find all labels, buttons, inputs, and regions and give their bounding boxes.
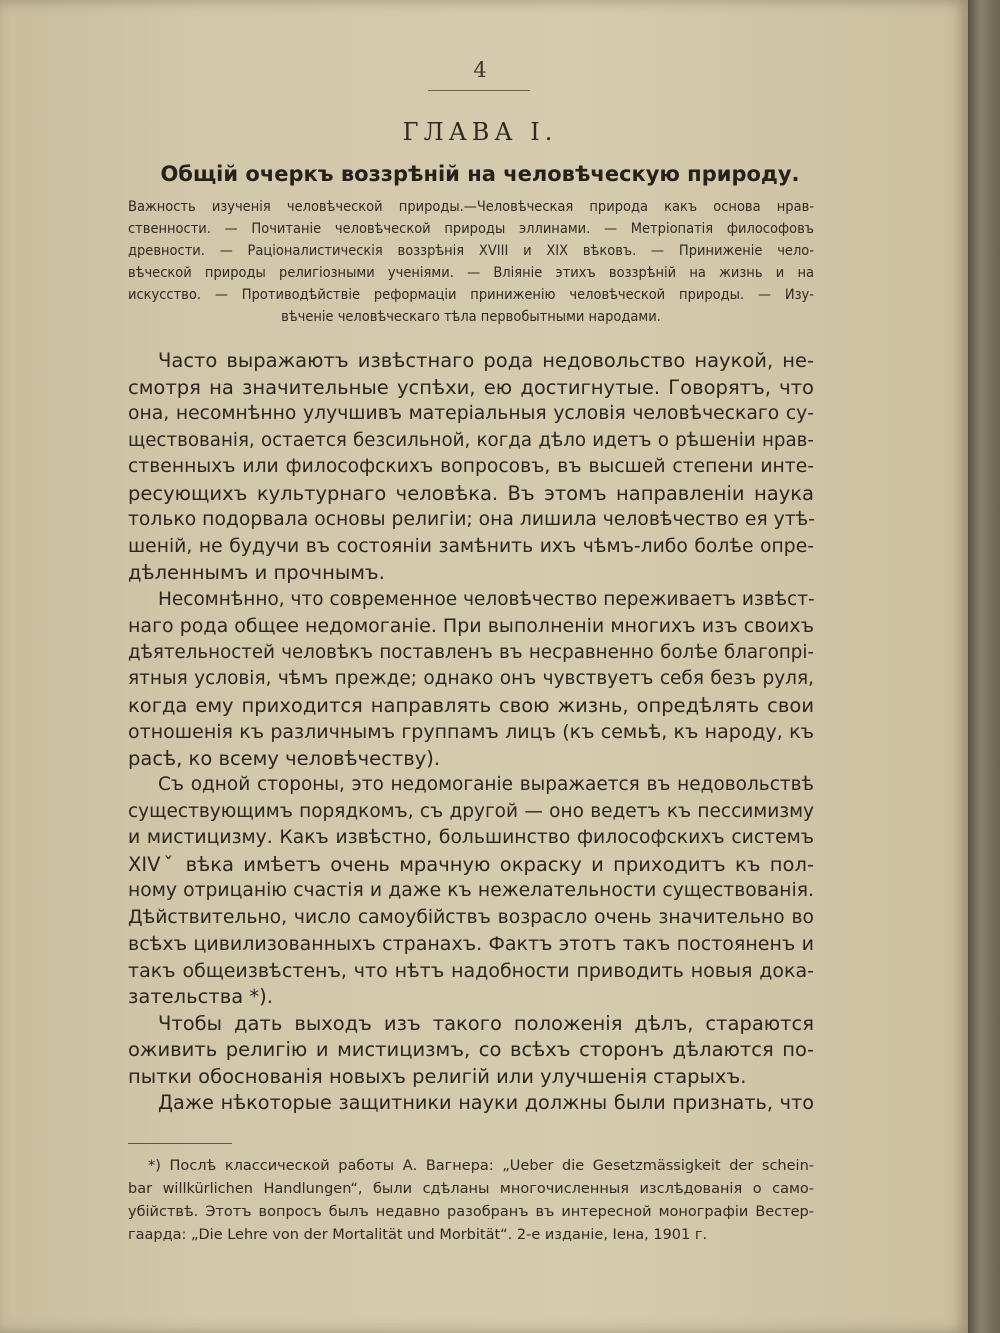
- text-line: существующимъ порядкомъ, съ другой — оно ведетъ къ пессимизму: [128, 800, 814, 822]
- text-line: XIVˇ вѣка имѣетъ очень мрачную окраску и приходитъ къ пол-: [128, 852, 814, 876]
- text-line: зательства *).: [128, 985, 273, 1008]
- text-line: смотря на значительные успѣхи, ею достигнутые. Говорятъ, что: [128, 375, 814, 399]
- text-line: дѣленнымъ и прочнымъ.: [128, 561, 385, 584]
- text-line: пытки обоснованія новыхъ религій или улучшенія старыхъ.: [128, 1064, 747, 1088]
- summary-line: ственности. — Почитаніе человѣческой природы эллинами. — Метріопатія философовъ: [128, 221, 814, 237]
- paragraph-4: [128, 1011, 814, 1091]
- text-line: только подорвала основы религіи; она лишила человѣчество ея утѣ-: [128, 509, 816, 530]
- body-text: [128, 348, 814, 1117]
- summary-line: вѣческой природы религіозными ученіями. — Вліяніе этихъ воззрѣній на жизнь и на: [128, 265, 814, 281]
- paragraph-3: [128, 772, 814, 1011]
- text-line: Съ одной стороны, это недомоганіе выражается въ недовольствѣ: [158, 774, 814, 795]
- footnote-line: гаарда: „Die Lehre von der Mortalität und Morbität“. 2-е изданіе, Іена, 1901 г.: [128, 1227, 708, 1243]
- footnote-rule: [128, 1143, 232, 1144]
- paragraph-2: [128, 587, 814, 773]
- text-line: отношенія къ различнымъ группамъ лицъ (къ семьѣ, къ народу, къ: [128, 721, 814, 743]
- summary-line: Важность изученія человѣческой природы.—Человѣческая природа какъ основа нрав-: [128, 199, 814, 215]
- footnote: [128, 1155, 814, 1247]
- chapter-heading: ГЛАВА I.: [402, 118, 558, 146]
- text-line: ственныхъ или философскихъ вопросовъ, въ высшей степени инте-: [128, 456, 814, 477]
- page-number-rule: [428, 90, 530, 91]
- chapter-title: Общій очеркъ воззрѣній на человѣческую природу.: [160, 162, 800, 186]
- footnote-line: bar willkürlichen Handlungen“, были сдѣланы многочисленныя изслѣдованія о само-: [128, 1181, 814, 1197]
- text-line: Часто выражаютъ извѣстнаго рода недовольство наукой, не-: [158, 349, 814, 372]
- page-number: 4: [473, 58, 487, 82]
- text-line: Несомнѣнно, что современное человѣчество переживаетъ извѣст-: [158, 588, 815, 610]
- text-line: дѣятельностей человѣкъ поставленъ въ несравненно болѣе благопрі-: [128, 641, 814, 663]
- chapter-summary: [128, 196, 814, 328]
- text-line: Чтобы дать выходъ изъ такого положенія дѣлъ, стараются: [158, 1011, 814, 1035]
- text-line: когда ему приходится направлять свою жизнь, опредѣлять свои: [128, 693, 814, 717]
- text-line: расѣ, ко всему человѣчеству).: [128, 746, 441, 770]
- footnote-line: убійствѣ. Этотъ вопросъ былъ недавно разобранъ въ интересной монографіи Вестер-: [128, 1204, 814, 1220]
- text-line: наго рода общее недомоганіе. При выполненіи многихъ изъ своихъ: [128, 615, 814, 637]
- text-line: ному отрицанію счастія и даже къ нежелательности существованія.: [128, 880, 814, 901]
- footnote-line: *) Послѣ классической работы А. Вагнера: „Ueber die Gesetzmässigkeit der schein-: [148, 1158, 814, 1174]
- text-line: всѣхъ цивилизованныхъ странахъ. Фактъ этотъ такъ постояненъ и: [128, 933, 814, 955]
- text-line: ресующихъ культурнаго человѣка. Въ этомъ направленіи наука: [128, 481, 814, 505]
- text-line: шеній, не будучи въ состояніи замѣнить ихъ чѣмъ-либо болѣе опре-: [128, 535, 814, 557]
- text-line: ществованія, остается безсильной, когда дѣло идетъ о рѣшеніи нрав-: [128, 429, 814, 451]
- text-line: Даже нѣкоторые защитники науки должны были признать, что: [158, 1091, 814, 1114]
- text-line: она, несомнѣнно улучшивъ матеріальныя условія человѣческаго су-: [128, 403, 814, 424]
- book-edge: [968, 0, 1000, 1333]
- text-line: оживить религію и мистицизмъ, со всѣхъ сторонъ дѣлаются по-: [128, 1038, 814, 1061]
- paragraph-5: [128, 1090, 814, 1117]
- summary-line: вѣченіе человѣческаго тѣла первобытными народами.: [281, 309, 661, 325]
- paragraph-1: [128, 348, 814, 587]
- text-line: ятныя условія, чѣмъ прежде; однако онъ чувствуетъ себя безъ руля,: [128, 668, 814, 689]
- text-line: и мистицизму. Какъ извѣстно, большинство философскихъ системъ: [128, 827, 814, 848]
- summary-line: древности. — Раціоналистическія воззрѣнія XVIII и XIX вѣковъ. — Приниженіе чело-: [128, 243, 814, 259]
- text-line: такъ общеизвѣстенъ, что нѣтъ надобности приводить новыя дока-: [128, 959, 814, 982]
- summary-line: искусство. — Противодѣйствіе реформаціи приниженію человѣческой природы. — Изу-: [128, 287, 814, 303]
- text-line: Дѣйствительно, число самоубійствъ возрасло очень значительно во: [128, 906, 814, 928]
